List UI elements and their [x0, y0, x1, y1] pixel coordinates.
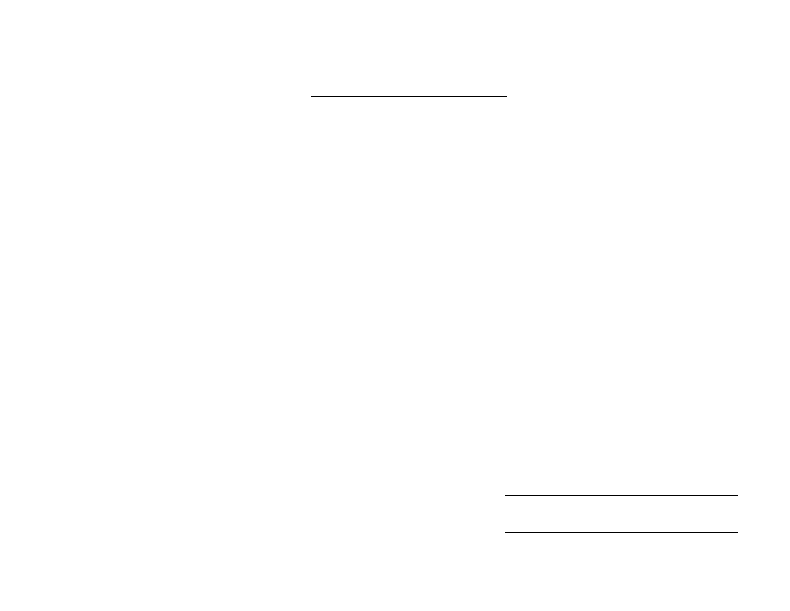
custodian-signature-line[interactable]	[505, 495, 738, 496]
authorized-signature-line[interactable]	[505, 532, 738, 533]
